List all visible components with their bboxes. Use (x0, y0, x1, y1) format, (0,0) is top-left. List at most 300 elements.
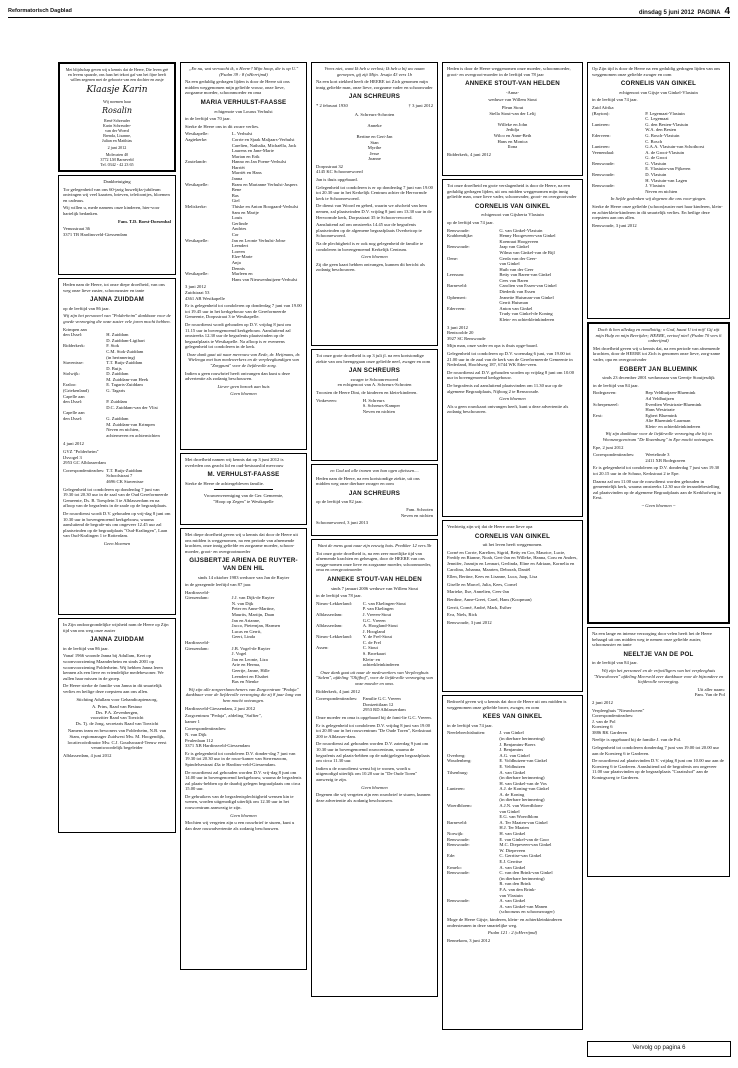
stout-funeral: De rouwdienst zal gehouden worden D.V. zaterdag 9 juni om 10.30 uur in bovengenoemd rouwcentrum, waarna de begrafenis zal plaats-hebben op de nabijgelegen begraafplaats om circa 11.30 uur. (316, 741, 430, 764)
family-place: Nieuw-Lekkerland: (316, 634, 352, 640)
zuiddam-intro: Heden nam de Heere, tot onze diepe droefheid, van ons weg onze lieve zuster, schoonzuster en tante (63, 282, 165, 293)
family-member: Jaap van Ginkel (499, 244, 529, 250)
family-member: A. van Ginkel (499, 769, 526, 775)
family-place: Scherpenzeel: (593, 401, 619, 407)
family-member: Bas en Nienke (231, 679, 259, 685)
adullam-date: Alblasserdam, 4 juni 2012 (63, 752, 112, 758)
family-place: Giessendam: (185, 595, 209, 601)
deruyter-ad (180, 528, 307, 970)
thanks-title: Dankbetuiging (103, 179, 131, 184)
family-place: Westkapelle: (185, 271, 209, 277)
schroten-quote: en God zal alle tranen van hun ogen afwissen.... (330, 468, 419, 473)
verhulst-intro: Na een geduldig gedragen lijden is door de Heere uit ons midden weggenomen mijn geliefde vrouw, onze lieve, zorgzame moeder, schoonmoeder en oma (185, 79, 290, 96)
continued-link[interactable] (587, 1041, 731, 1057)
column-3 (311, 62, 438, 1000)
family-member: G. de Groot (645, 155, 668, 161)
family-member: E. Vlastuin-van Pijkeren (645, 166, 691, 172)
stout-closing: Geen bloemen (361, 784, 388, 790)
family-member: J. van Ginkel (499, 730, 524, 736)
verhulst-date: 3 juni 2012 Zuidstraat 53 4361 AB Westkapelle (185, 284, 225, 301)
family-member: Maurits, Martijn, Daan (231, 612, 275, 618)
schreurs-burial: Aansluitend zal om omstreeks 14.45 uur de begrafenis plaatsvinden op de algemene begraafplaats Overheicop te Schoonrewoerd. (316, 222, 422, 239)
deruyter-family-list (185, 590, 302, 685)
family-member: D. Buijs (106, 365, 122, 371)
schroten-intro: Heden nam de Heere, na een kortstondige ziekte, uit ons midden weg onze dierbare zwager en oom (316, 475, 420, 487)
family-place: Lunteren: (592, 144, 610, 150)
deruyter-note2: Mochten wij vergeten zijn u een rouwbrief te sturen, kunt u dan deze rouwadvertentie als zodanig beschouwen. (185, 820, 295, 831)
birth-announcement (58, 62, 176, 172)
family-place: Westkapelle: (185, 131, 209, 137)
schreurs-condolence: Gelegenheid tot condoleren is er op donderdag 7 juni van 19.00 tot 20.30 uur in het Kerkelijk Centrum achter de Hervormde kerk te Schoonrewoerd. (316, 184, 433, 201)
pol-quote: Wij zijn het personeel en de vrijwilligers van het verpleeghuis "Nieuwhoven" afdeling Meerveld zeer dankbaar voor de bijzondere en liefdevolle verzorging. (593, 667, 724, 685)
adullam-age: in de leeftijd van 86 jaar. (63, 645, 109, 651)
gc-intro: Verdrietig zijn wij dat de Heere onze lieve opa (447, 524, 533, 529)
deruyter-intro: Met diepe droefheid geven wij u kennis dat door de Heere uit ons midden is weggenomen, na een periode van afnemende krachten, onze innig geliefde en zorgzame moeder, schoon-moeder, groot- en overgrootmoeder (185, 532, 298, 554)
family-place: Stavenisse: (63, 360, 84, 366)
schreurs-ad (311, 62, 438, 346)
family-member: Diederik van Essen (499, 289, 536, 295)
deruyter-date: Hardinxveld-Giessendam, 2 juni 2012 (185, 705, 256, 711)
family-member: Loreen (231, 248, 245, 254)
family-place: Ederveen: (592, 132, 611, 138)
family-place: Capelle aan (63, 393, 85, 399)
gv-quote: In liefde gedenken wij degenen die ons voor-gingen. (610, 196, 707, 202)
bluemink-name: EGBERT JAN BLUEMINK (619, 365, 698, 373)
kees-quote: Psalm 121 : 2 (oHerrijmd) (487, 930, 538, 936)
gc-body5: Berdine, Anne-Greet, Carel, Hans (Koopman) (447, 596, 532, 602)
kees-ad (442, 695, 583, 1030)
bluemink-sub: sinds 23 december 2001 weduwnaar van Geertje Stoutjesdijk (602, 375, 715, 381)
family-member: Henny Hoogeveen-van Ginkel (499, 233, 556, 239)
family-member: A. van Ginkel (499, 898, 526, 904)
family-place: Renswoude: (447, 836, 470, 842)
family-place: Renswoude: (592, 172, 615, 178)
family-member: Andries (231, 226, 247, 232)
family-place: Renswoude: (447, 842, 470, 848)
stout-date: Ridderkerk, 4 juni 2012 (316, 688, 360, 694)
family-place: den IJssel: (63, 416, 83, 422)
family-member: H. van Ginkel-van de Vos (499, 780, 547, 786)
family-member: H. Zuiddam (106, 332, 129, 338)
zuiddam-place: GVZ "Polderheim" IJsvogel 3 2953 GC Alblasserdam (63, 449, 106, 466)
family-line: Anneke (367, 122, 382, 128)
gc-body3: Giselle en Marcel, Julia, Kees, Cornel (447, 581, 517, 587)
family-member: Ad Veldhuijzen (645, 395, 675, 401)
bluemink-family-list (593, 390, 724, 429)
family-member: H. van Ginkel (499, 831, 526, 837)
family-place: Meliskerke: (185, 204, 207, 210)
family-member: Jan en Leonie Verhulst-Jobse (231, 237, 286, 243)
family-line: Myrthe (367, 145, 382, 151)
bluemink-closing: ~ Geen bloemen ~ (641, 503, 676, 508)
family-line: Jedidja (505, 127, 519, 133)
bluemink-ad (587, 322, 730, 624)
birth-date: 2 juni 2012 (107, 144, 127, 150)
family-line: Stan (370, 139, 379, 145)
birth-call: Wij noemen haar (102, 98, 132, 104)
family-row (185, 679, 302, 685)
faasse-sub: Sterke de Heere de achtergebleven familie. (185, 480, 264, 486)
thanks-sign: Fam. T.D. Boest-Doesenbal (117, 218, 171, 224)
stout-note: Onze moeder en oma is opgebaard bij de fami-lie G.C. Vreeen. (316, 715, 432, 720)
zuiddam-funeral: De rouwdienst wordt D.V. gehouden op vrij-dag 8 juni om 10.30 uur in bovengenoemd kerkgebouw, waarna aansluitend de begrafe-nis om ongeveer 12.45 uur zal plaatsvinden op de begraafplaats "Oud-Kralingen", Laan van Oud-Kralingen 1 te Rotterdam. (63, 510, 171, 539)
family-member: Hanno en Jan Poene-Verhulst (231, 159, 287, 165)
zuiddam-corr: Correspondentieadres: T.T. Buijs-Zuiddam Schoolstraat 7 4696 CK Stavenisse (63, 467, 144, 484)
family-member: C. van den Brink-van Ginkel (499, 870, 553, 876)
thanks-body: Tor gelegenheid van ons 60-jarig huwelijks-jubileum ontvingen wij veel kaarten, brieven, telefoontjes, bloemen en cadeaus. (63, 186, 170, 203)
ginkel-date: 3 juni 2012 Bentsoolde 20 3927 SC Renswoude (447, 324, 486, 341)
gc-body4: Marieke, Ilse, Annelien, Cees-Jan (447, 589, 509, 595)
family-member: Gerrit Huisman (499, 300, 529, 306)
family-member: C.M. Stok-Zuiddam (106, 348, 144, 354)
family-place: Veenendaal: (592, 149, 615, 155)
family-member: G. Zuiddam (106, 416, 129, 422)
family-member: M.C. Diepeveen-van Ginkel (499, 842, 552, 848)
faasse-name: M. VERHULST-FAASSE (207, 471, 280, 479)
stout-ad (311, 539, 438, 997)
pol-intro: Na een lange en intense verzorging door velen heeft het de Heere behaagd uit ons midden weg te nemen onze geliefde zuster, schoonzuster en tante (592, 631, 712, 648)
family-member: J.J. van Dijk-de Ruyter (231, 595, 275, 601)
schreurs-dates: * 2 februari 1930 † 3 juni 2012 (316, 102, 433, 108)
schreurs-family-ad (311, 349, 438, 461)
family-member: Leendert (231, 243, 249, 249)
zuiddam-quote: Wij zijn het personeel van "Polderheim" dankbaar voor de goede verzorging die onze zuster vele jaren mocht hebben. (63, 313, 171, 324)
schreurs-name: JAN SCHREURS (348, 93, 401, 101)
thanks-addr: Venusstraat 36 3371 TB Hardinxveld-Giessendam (63, 226, 128, 237)
family-place: Krimpen aan (63, 326, 87, 332)
helden2-nick: -Anna- (505, 89, 519, 95)
family-member: Huib van der Geer (499, 266, 534, 272)
family-member: F.A. van den Brink- (499, 886, 536, 892)
schreurs-note2: Zij die geen kaart hebben ontvangen, kunnen dit bericht als zodanig beschouwen. (316, 261, 425, 273)
gc-body2: Ellen, Bertine, Kees en Lisanne, Luca, Jaap, Lisa (447, 574, 538, 580)
zuiddam-name: JANNA ZUIDDAM (90, 296, 144, 304)
family-place: Ermelo: (447, 864, 462, 870)
family-member: Corrie en Sjaak Maljaars-Verhulst (231, 136, 295, 142)
family-place: den IJssel: (63, 332, 83, 338)
family-member: J. Hoogland (362, 628, 385, 634)
family-member: A.J. de Koning-van Ginkel (499, 786, 550, 792)
family-place: Westkapelle: (185, 237, 209, 243)
family-line: Hans en Monica (497, 138, 528, 144)
family-line: Willeke en John (497, 121, 528, 127)
zuiddam-condolence: Gelegenheid tot condoleren op donderdag 7 juni van 19.30 tot 20.30 uur in de zaal van de Oud Gereformeerde Gemeente, Ds. B. Toesplein 3 te Alblasserdam en na afloop van de begrafenis in de zaale op de begraafplaats. (63, 486, 169, 509)
verhulst-funeral: De rouwdienst wordt gehouden op D.V. vrijdag 8 juni om 11.15 uur in bovengenoemd kerkgebouw. Aansluitend zal omstreeks 12.30 uur de begrafenis plaatsvinden op de begraafplaats te Westkapelle. Na afloop is er eveneens gelegenheid tot condoleren in de kerk. (185, 321, 291, 350)
zuiddam-closing: Geen bloemen (103, 540, 131, 546)
page-date-number: dinsdag 5 juni 2012 PAGINA 4 (638, 6, 730, 17)
schroten-name: JAN SCHREURS (348, 489, 401, 497)
deruyter-funeral: De rouwdienst zal gehouden worden D.V. vrij-dag 8 juni om 14.00 uur in bovengenoemd kerkgebouw, waarna de begrafenis zal plaats-hebben op de daarbij gelegen begraafplaats om circa 15.00 uur. (185, 769, 302, 792)
birth-rufname: Rosalin (102, 105, 132, 115)
verhulst-family-list (185, 131, 302, 282)
family-member: A.J.N. van Woerdblom- (499, 803, 544, 809)
family-member: Louis (231, 215, 243, 221)
family-member: H. Schreurs (362, 397, 385, 403)
family-row (593, 424, 724, 430)
stout-condolence: Er is gelegenheid tot condoleren D.V. vrijdag 8 juni van 19.00 tot 20.00 uur in het rouwcentrum "De Oude Toren", Kerkstraat 200 te Alblasser-dam. (316, 722, 432, 739)
family-member: Carolien van Essen-van Ginkel (499, 283, 557, 289)
family-member: G. Vlastuin (645, 160, 667, 166)
gv-sub: echtgenoot van Gijsje van Ginkel-Vlastuin (619, 89, 698, 95)
family-member: van Ginkel (499, 261, 520, 267)
family-member: E. Veldhuizen (499, 763, 526, 769)
family-member: Bene (231, 187, 242, 193)
helden2-family (447, 105, 578, 150)
family-member: Gerlinde (231, 220, 248, 226)
family-member: van Vlastuin (499, 892, 523, 898)
family-member: Cees van Baren (499, 277, 529, 283)
family-member: Cor (231, 232, 239, 237)
family-member: Dennis (231, 265, 245, 271)
gv-age: in de leeftijd van 74 jaar. (592, 97, 638, 103)
ginkel-service: De rouwdienst zal D.V. gehouden worden op vrijdag 8 juni om 10.00 uur in bovengenoemd kerkgebouw. (447, 369, 574, 381)
schroten-age: op de leeftijd van 82 jaar. (316, 499, 363, 505)
family-member: G. den Besten-Vlastuin (645, 121, 689, 127)
family-member: D. Zuiddam (106, 371, 129, 377)
family-place: Ederveen: (447, 305, 466, 311)
family-member: Klein- en achterkleinkinderen (645, 423, 701, 429)
deruyter-place: Zorgcentrum "Pedaja", afdeling "Saffier", kamer 1 (185, 713, 262, 724)
gc-name: CORNELIS VAN GINKEL (474, 532, 551, 540)
family-member: Hans Westrtrate (645, 407, 675, 413)
adullam-name: JANNA ZUIDDAM (90, 636, 144, 644)
pol-place: Verpleeghuis "Nieuwhoven" Correspondentieadres: J. van de Pol Koesteeg 6 3886 RK Garderen (592, 707, 645, 735)
family-place: Hardinxveld- (185, 640, 210, 646)
gv-family-list (592, 105, 725, 195)
family-member: Everdien Westrtrate-Bluemink (645, 401, 702, 407)
family-member: P. van Ekelingen (362, 606, 394, 612)
family-member: Jeanette Huisman-van Ginkel (499, 294, 554, 300)
newspaper-name: Reformatorisch Dagblad (8, 8, 72, 14)
family-member: Alie Bluemink-Laarman (645, 418, 691, 424)
family-member: Egbert Bluemink (645, 412, 677, 418)
family-member: Neven en nichten, (106, 427, 140, 433)
column-5 (587, 62, 730, 880)
kees-name: KEES VAN GINKEL (482, 713, 543, 721)
family-place: (Bayton): (592, 110, 610, 116)
stout-name: ANNEKE STOUT-VAN HELDEN (327, 575, 422, 583)
family-place: Woerdbloem: (447, 803, 472, 809)
family-place: Stolwijk: (63, 371, 80, 377)
gc-body6: Gerrit, Corné, André, Mark, Esther (447, 604, 512, 610)
thanks-ad (58, 175, 176, 275)
family-member: Elze-Marie (231, 254, 253, 260)
adullam-stichting: Stichting Adullam voor Gehandicaptenzorg, (76, 696, 158, 702)
gc-sub: uit het leven heeft weggenomen. (482, 542, 543, 548)
family-member: P. Zuiddam (106, 399, 128, 405)
zuiddam-family-list (63, 327, 171, 439)
family-member: A. Ter Maaten-van Ginkel (499, 819, 548, 825)
column-1 (58, 62, 176, 836)
schroten-sign: Fam. Schroten Neven en nichten (400, 506, 433, 518)
family-member: A. de Koning (499, 791, 525, 797)
family-member: (in dierbare herinnering) (499, 875, 545, 881)
deruyter-sub: sinds 14 oktober 1983 weduwe van Jan de Ruyter (197, 574, 290, 580)
schreurs-after: Na de plechtigheid is er ook nog gelegenheid de familie te condoleren in bovengenoemd Kerkelijk Centrum. (316, 241, 424, 252)
family-place: Capelle aan (63, 410, 85, 416)
zuiddam-adullam-ad (58, 618, 176, 833)
deruyter-corr: Correspondentieadres: N. van Dijk Peulenlaan 112 3371 XB Hardinxveld-Giessendam (185, 726, 250, 749)
family-member: Geertje, Janne, Hille (231, 668, 270, 673)
family-member: E. van Ginkel-van de Goor (499, 836, 550, 842)
family-member: Klein- en achterkleinkinderen (499, 317, 555, 323)
family-member: Carelien, Nathalia, Michaëlla, Jack (231, 142, 297, 148)
family-place: Ede: (447, 853, 456, 859)
gv-name: CORNELIS VAN GINKEL (620, 80, 697, 88)
family-member: A. Hoogland-Stout (362, 623, 398, 629)
family-row (447, 317, 578, 323)
gv-intro: Op Zijn tijd is door de Heere na een geduldig gedragen lijden van ons weggenomen onze geliefde zwager en oom (592, 66, 721, 77)
family-line: Bertine en Gert-Jan (356, 133, 393, 139)
ginkel-age: op de leeftijd van 74 jaar. (447, 219, 494, 225)
verhulst-closing2: Geen bloemen (230, 391, 257, 397)
family-member: Bram en Marianne Verhulst-Jaspers (231, 181, 298, 187)
family-place: Renswoude: (592, 160, 615, 166)
birth-address: Molecaten 40 3772 LM Barneveld Tel. 0342 - 42 23 65 (100, 151, 134, 167)
gv-text: Sterke de Heere onze geliefde (schoon)zuster met haar kinderen, klein- en achterklein-kinderen in dit smartelijk verlies. En heilige deze roepstem aan ons allen. (592, 204, 723, 221)
family-member: (in herinnering) (106, 354, 136, 360)
deruyter-quote: Wij zijn alle zorgverlanecheners van Zorgcentrum "Pedaja" dankbaar voor de liefdevolle verzorging die zij 8 jaar lang van hem mocht ontvangen. (185, 686, 302, 703)
family-member: Leendert en Elsabet (231, 673, 269, 679)
kees-family-list (447, 730, 578, 915)
family-member: A. de Groot-Vlastuin (645, 149, 685, 155)
verhulst-closing1: Liever geen bezoek aan huis (217, 383, 270, 389)
deruyter-name: GIJSBERTJE ARIENA DE RUYTER-VAN DEN HIL (189, 557, 298, 572)
family-line: Joanne (368, 156, 381, 162)
family-place: Assen: (316, 645, 329, 651)
family-member: Koenraat Hoogeveen (499, 238, 539, 244)
pol-name: NEELTJE VAN DE POL (623, 650, 694, 658)
stout-note2: Indien u de rouwdienst wenst bij te wonen, wordt u uitgenodigd uiterlijk om 10.20 uur in "De Oude Toren" aanwezig te zijn. (316, 765, 418, 782)
family-place: Barneveld: (447, 819, 468, 825)
verhulst-name: MARIA VERHULST-FAASSE (200, 98, 287, 106)
family-place (593, 424, 645, 430)
family-member: E.G. van Woerdblom (499, 814, 539, 820)
family-member: E. Voldhuizen-van Ginkel (499, 758, 548, 764)
gc-date: Renswoude, 3 juni 2012 (447, 619, 492, 625)
family-line: Ilona (507, 144, 518, 150)
family-member: (in dierbare herinnering) (499, 775, 545, 781)
family-member: G.C. Vreeen (362, 617, 386, 623)
kees-date: Bennekom, 3 juni 2012 (447, 937, 491, 943)
schreurs-family (316, 112, 433, 162)
family-place: Norwijk: (447, 831, 464, 837)
bluemink-funeral: Daarna zal om 11.00 uur de rouwdienst worden gehouden in gemeentelijk kerk, waarna omstreeks 12.30 uur de teraardebestelling zal plaatsvinden op de algemene Begraafplaats aan de Kerkhofweg in Eext. (593, 478, 721, 501)
bluemink-date: Epe, 2 juni 2012 (593, 444, 624, 450)
family-member: Sam en Marije (231, 209, 259, 215)
schreurs-quote: Vrees niet, want Ik heb u verlost; Ik heb u bij uw naam geroepen, gij zijt Mijn. Jesaja 43 vers 1b (324, 66, 425, 77)
bluemink-age: in de leeftijd van 84 jaar. (593, 382, 639, 388)
family-place (316, 409, 363, 415)
family-member: D.C. Zuiddam-van der Vlist (106, 404, 158, 410)
birth-family: René Schreuder Karin Schreuder- van der Woerd Brenda, Lisanne, Julian en Matthias (101, 117, 132, 143)
family-member: Giel (231, 198, 240, 204)
deruyter-note: De gebruikers van de begrafenisplechtigheid wensen kin te wenen, worden uitgenodigd uiterlijk om 12.30 uur in het rouwcentrum aanwezig te zijn. (185, 793, 294, 811)
adullam-body3: Namens team en bewoners van Polderheim, N.B. van Stam, regiomanager Zuidwest Mw. M. Hoogendijk, locatiecoördinator Mw. C.J. Goudswaard-Teeuw eerst verantwoordelijk begeleider (67, 728, 167, 751)
family-place: Eraloo: (63, 382, 77, 388)
family-member: G. Bosch-Vlastuin (645, 132, 680, 138)
zuiddam-date: 4 juni 2012 (63, 441, 84, 447)
kees-text: Moge de Heere Gijsje, kinderen, klein- en achterkleinkinderen ondersteunen in deze smartelijke weg. (447, 916, 562, 928)
family-member: R. van den Brink (499, 881, 531, 887)
schreurs-note: Jan is thuis opgebaard. (316, 177, 358, 183)
family-member: Klein- en (362, 656, 381, 662)
page-header (8, 6, 730, 18)
verhulst-age: in de leeftijd van 70 jaar. (185, 116, 231, 122)
family-member: Betty van Baren-van Ginkel (499, 272, 552, 278)
ginkel-name: CORNELIS VAN GINKEL (474, 202, 551, 210)
pol-sign: Uit aller naam: Fam. Van de Pol (694, 686, 725, 698)
bluemink-quote: Doch ik ben alledag en noodlottig; o God, haast U tot mij! Gij zijt mijn Hulp en mijn Bevrijder; HEERE, vertoef niet! (Psalm 70 vers 6 onberijmd) (595, 327, 722, 344)
family-member: Lucas en Gerrit, (231, 628, 262, 634)
family-line: Wilco en Anne-Beth (493, 132, 532, 138)
family-place (447, 909, 499, 915)
schreurs2-sub: zwager te Schoonrewoerd en echtgenoot van A. Schreurs-Schroten (337, 376, 412, 388)
stout-note3: Degenen die wij vergeten zijn een rouwbrief te sturen, kunnen deze advertentie als zodanig beschouwen. (316, 792, 431, 803)
family-row (592, 189, 725, 195)
verhulst-condolence: Er is gelegenheid tot condoleren op donderdag 7 juni van 19.00 tot 19.45 uur in het kerkgebouw van de Gereformeerde Gemeente, Dorpsstraat 3 te Westkapelle. (185, 303, 302, 320)
family-place: Overberg: (447, 752, 466, 758)
family-row (316, 662, 433, 668)
schreurs2-text: Troosten de Heere Dini, de kinderen en klein-kinderen. (316, 389, 418, 395)
stout-sub: sinds 7 januari 2006 weduwe van Willem Stout (331, 585, 418, 591)
schreurs-intro: Na een kort ziekbed heeft de HEERE tot Zich genomen mijn innig geliefde man, onze lieve, zorgzame vader en schoonvader (316, 79, 433, 90)
family-member: C. de Frel (362, 639, 382, 645)
family-place: Bodegraven: (593, 390, 617, 396)
family-place: Neerlebrechtsbuiten: (447, 730, 486, 736)
gc-body: Corné en Corrie, Karelien, Sigrid, Betty en Cor, Maurice, Lucie, Freddy en Rianne, Noah, Gert-Jan en Willeke, Hanna, Coru en Andres, Jennifer, Jasmijn en Lennart, Gerlinda, Eline en Adriaan, Kornelia en Carolina, Johanna, Maarten, Deborah, Daniël (447, 549, 578, 572)
schreurs-addr: Dorpsstraat 32 4145 KC Schoonrewoerd (316, 163, 363, 175)
family-member: Harriët (231, 164, 245, 170)
family-place: Ophemert: (447, 294, 467, 300)
family-place: Renswoude: (447, 227, 470, 233)
family-place (447, 317, 499, 323)
adullam-intro: In Zijn ondoorgrondelijke wijsheid nam de Heere op Zijn tijd van ons weg onze zuster (63, 622, 169, 633)
family-place: Lunteren: (592, 121, 610, 127)
family-member: W. Diepeveen (499, 847, 526, 853)
helden2-date: Ridderkerk, 4 juni 2012 (447, 151, 491, 157)
bluemink-corr: Correspondentieadres: Weetelinde 3 2411 XB Bodegraven (593, 452, 686, 463)
gc-body7: Eva, Niels, Rick (447, 612, 478, 618)
family-member: C. Stout (362, 645, 378, 651)
family-member: Anja (231, 259, 241, 265)
verhulst-note2: Indien u geen rouwbrief heeft ontvangen dan kunt u deze advertentie als zodanig beschouwen. (185, 370, 290, 382)
grandchildren-ad (442, 520, 583, 692)
family-row (63, 433, 171, 439)
family-member: A. van Ginkel-van Manen (499, 903, 548, 909)
family-line: Stella Stout-van der Lelij (489, 110, 536, 116)
zuiddam-age: op de leeftijd van 86 jaar. (63, 305, 110, 311)
deruyter-closing: Geen bloemen (230, 812, 257, 818)
kees-age: in de leeftijd van 74 jaar. (447, 722, 493, 728)
family-member: Janna (231, 176, 243, 182)
helden2-sub: weduwe van Willem Stout (488, 97, 537, 103)
family-member: Marian en Erik (231, 153, 260, 159)
family-member: J. Benjamins-Boers (499, 741, 536, 747)
family-place: (Griekenland) (63, 388, 89, 394)
family-place: Krabbendijke: (447, 233, 474, 239)
family-place: Eext: (593, 412, 603, 418)
family-member: Jan en Leonie, Liza (231, 656, 268, 662)
family-member: Neven en nichten (362, 408, 395, 414)
ginkel-intro: Tot onze droefheid en grote verslagenheid is door de Heere, na een geduldig gedragen lijden, uit ons midden weggenomen mijn innig geliefde man, onze lieve vader, schoonvader, groot- en overgrootvader (447, 183, 577, 200)
verhulst-note: Sterke de Heere ons in dit zware verlies. (185, 123, 260, 129)
family-member: Gerda van der Geer- (499, 255, 537, 261)
ginkel-closing: Geen bloemen (499, 396, 526, 402)
thanks-body2: Wij willen u, mede namens onze kinderen, hier-voor hartelijk bedanken. (63, 205, 160, 216)
family-member: Laurens en Jane-Marie (231, 148, 274, 154)
family-place (185, 679, 232, 685)
